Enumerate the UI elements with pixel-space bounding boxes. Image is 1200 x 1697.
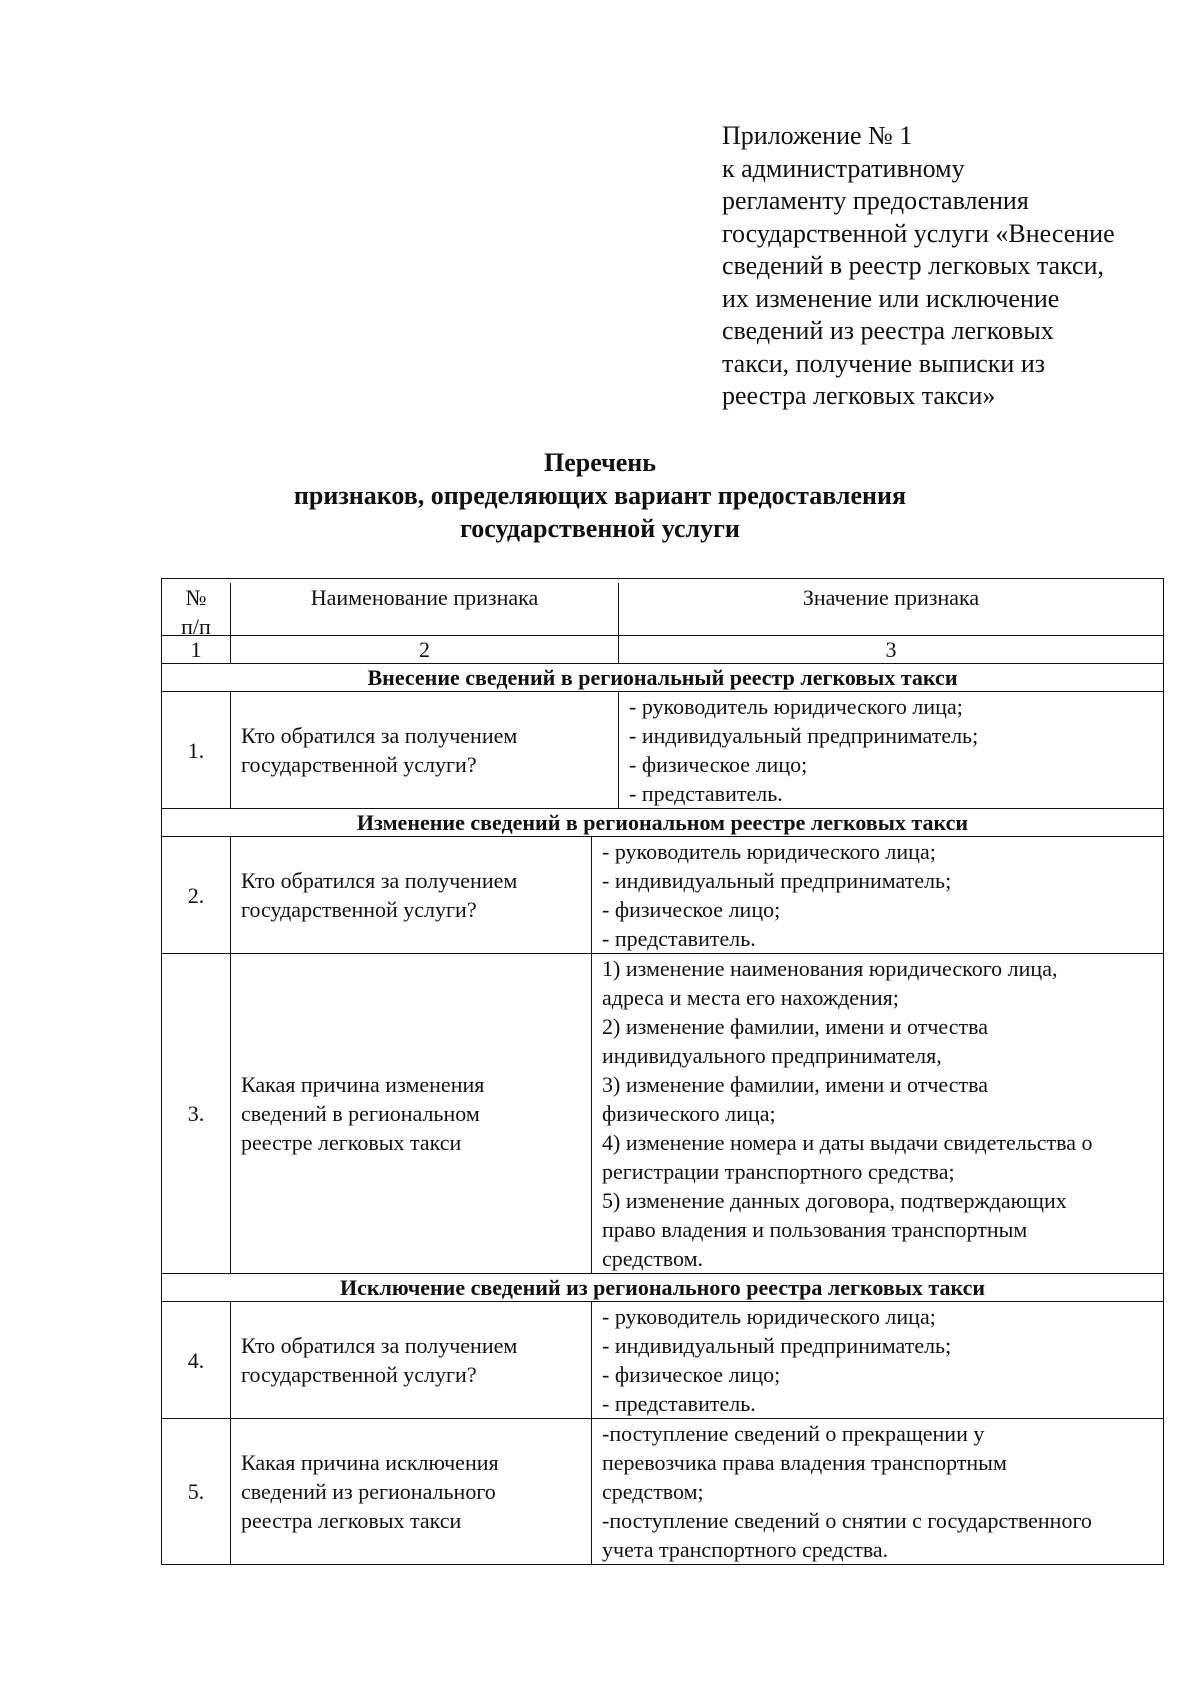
appendix-line: Приложение № 1	[722, 121, 913, 150]
criterion-value-line: 4) изменение номера и даты выдачи свидетельства о	[602, 1130, 1093, 1155]
criterion-value-line: - руководитель юридического лица;	[602, 839, 936, 864]
header-name-cell: Наименование признака	[230, 583, 618, 635]
row-number-text: 5.	[187, 1479, 205, 1504]
row-number-text: 4.	[187, 1347, 205, 1373]
criterion-value-line: учета транспортного средства.	[602, 1537, 889, 1562]
appendix-line: их изменение или исключение	[722, 283, 1060, 313]
criterion-name	[230, 954, 591, 1273]
criterion-value-line: - индивидуальный предприниматель;	[602, 868, 952, 893]
column-number-row	[162, 635, 1163, 663]
criterion-name-line: Какая причина исключения	[241, 1450, 499, 1475]
row-number-text: 2.	[187, 882, 205, 908]
table-row	[162, 691, 1163, 808]
row-number	[162, 1302, 230, 1418]
header-num-line: №	[185, 585, 207, 610]
criterion-name-line: Какая причина изменения	[241, 1072, 485, 1097]
criterion-value-line: - представитель.	[602, 926, 756, 951]
table-row	[162, 953, 1163, 1273]
criterion-name-line: государственной услуги?	[241, 897, 477, 922]
row-number-text: 1.	[187, 737, 205, 763]
criterion-name	[230, 692, 618, 808]
criterion-value-line: перевозчика права владения транспортным	[602, 1450, 1007, 1475]
criterion-name-line: сведений из регионального	[241, 1479, 496, 1504]
criterion-name	[230, 837, 591, 953]
criterion-value-line: -поступление сведений о снятии с государственного	[602, 1508, 1092, 1533]
criterion-value-line: - руководитель юридического лица;	[602, 1304, 936, 1329]
criterion-name-line: государственной услуги?	[241, 752, 477, 777]
header-num-line: п/п	[181, 614, 211, 639]
appendix-line: государственной услуги «Внесение	[722, 218, 1115, 248]
criterion-name-line: Кто обратился за получением	[241, 723, 518, 748]
section-row	[162, 663, 1163, 691]
criterion-value-line: - физическое лицо;	[629, 752, 808, 777]
criterion-name-line: государственной услуги?	[241, 1362, 477, 1387]
section-row	[162, 1273, 1163, 1301]
criterion-value-line: 3) изменение фамилии, имени и отчества	[602, 1072, 988, 1097]
title-line: признаков, определяющих вариант предоставления	[293, 481, 907, 510]
criterion-name-line: сведений в региональном	[241, 1101, 480, 1126]
criterion-value-line: 2) изменение фамилии, имени и отчества	[602, 1014, 988, 1039]
row-number	[162, 692, 230, 808]
criterion-value-line: - индивидуальный предприниматель;	[629, 723, 979, 748]
section-row	[162, 808, 1163, 836]
appendix-line: реестра легковых такси»	[722, 381, 996, 410]
column-number: 3	[618, 636, 1163, 663]
criterion-value-line: 1) изменение наименования юридического лица,	[602, 956, 1058, 981]
table-row	[162, 836, 1163, 953]
criterion-value-line: - представитель.	[602, 1391, 756, 1416]
criterion-value-line: -поступление сведений о прекращении у	[602, 1421, 985, 1446]
criterion-name	[230, 1302, 591, 1418]
criterion-value-line: право владения и пользования транспортным	[602, 1217, 1028, 1242]
appendix-line: такси, получение выписки из	[722, 348, 1046, 378]
table-row	[162, 1301, 1163, 1418]
section-title: Исключение сведений из регионального реестра легковых такси	[339, 1275, 986, 1300]
appendix-line: сведений из реестра легковых	[722, 316, 1054, 345]
criterion-value-line: - физическое лицо;	[602, 1362, 781, 1387]
criterion-value-line: средством;	[602, 1479, 704, 1504]
criterion-name	[230, 1419, 591, 1564]
criteria-table	[161, 578, 1164, 1565]
document-title	[0, 446, 1200, 545]
header-value-cell: Значение признака	[618, 583, 1163, 635]
criterion-value	[591, 1419, 1163, 1564]
title-line: Перечень	[543, 448, 657, 477]
criterion-value	[591, 1302, 1163, 1418]
criterion-name-line: реестра легковых такси	[241, 1508, 462, 1533]
criterion-name-line: реестре легковых такси	[241, 1130, 462, 1155]
criterion-name-line: Кто обратился за получением	[241, 1333, 518, 1358]
criterion-value-line: - представитель.	[629, 781, 783, 806]
criterion-value	[591, 954, 1163, 1273]
appendix-line: сведений в реестр легковых такси,	[722, 251, 1104, 280]
criterion-value-line: - руководитель юридического лица;	[629, 694, 963, 719]
section-title: Внесение сведений в региональный реестр легковых такси	[367, 665, 958, 690]
row-number	[162, 837, 230, 953]
criterion-value-line: - индивидуальный предприниматель;	[602, 1333, 952, 1358]
row-number-text: 3.	[187, 1101, 205, 1126]
title-line: государственной услуги	[460, 514, 740, 543]
table-row	[162, 1418, 1163, 1564]
criterion-value-line: индивидуального предпринимателя,	[602, 1043, 942, 1068]
criterion-value	[618, 692, 1163, 808]
row-number	[162, 1419, 230, 1564]
appendix-line: к административному	[722, 153, 965, 183]
column-number: 1	[190, 637, 202, 662]
criterion-name-line: Кто обратился за получением	[241, 868, 518, 893]
section-title: Изменение сведений в региональном реестре легковых такси	[356, 810, 969, 835]
criterion-value-line: средством.	[602, 1246, 704, 1271]
row-number	[162, 954, 230, 1273]
column-number: 2	[230, 636, 618, 663]
criterion-value-line: - физическое лицо;	[602, 897, 781, 922]
criterion-value-line: регистрации транспортного средства;	[602, 1159, 955, 1184]
criterion-value-line: 5) изменение данных договора, подтверждающих	[602, 1188, 1067, 1213]
header-num-cell	[162, 583, 230, 639]
criterion-value-line: физического лица;	[602, 1101, 776, 1126]
appendix-line: регламенту предоставления	[722, 186, 1029, 215]
criterion-value-line: адреса и места его нахождения;	[602, 985, 899, 1010]
appendix-header	[722, 120, 1162, 413]
criterion-value	[591, 837, 1163, 953]
table-header-row	[162, 579, 1163, 639]
